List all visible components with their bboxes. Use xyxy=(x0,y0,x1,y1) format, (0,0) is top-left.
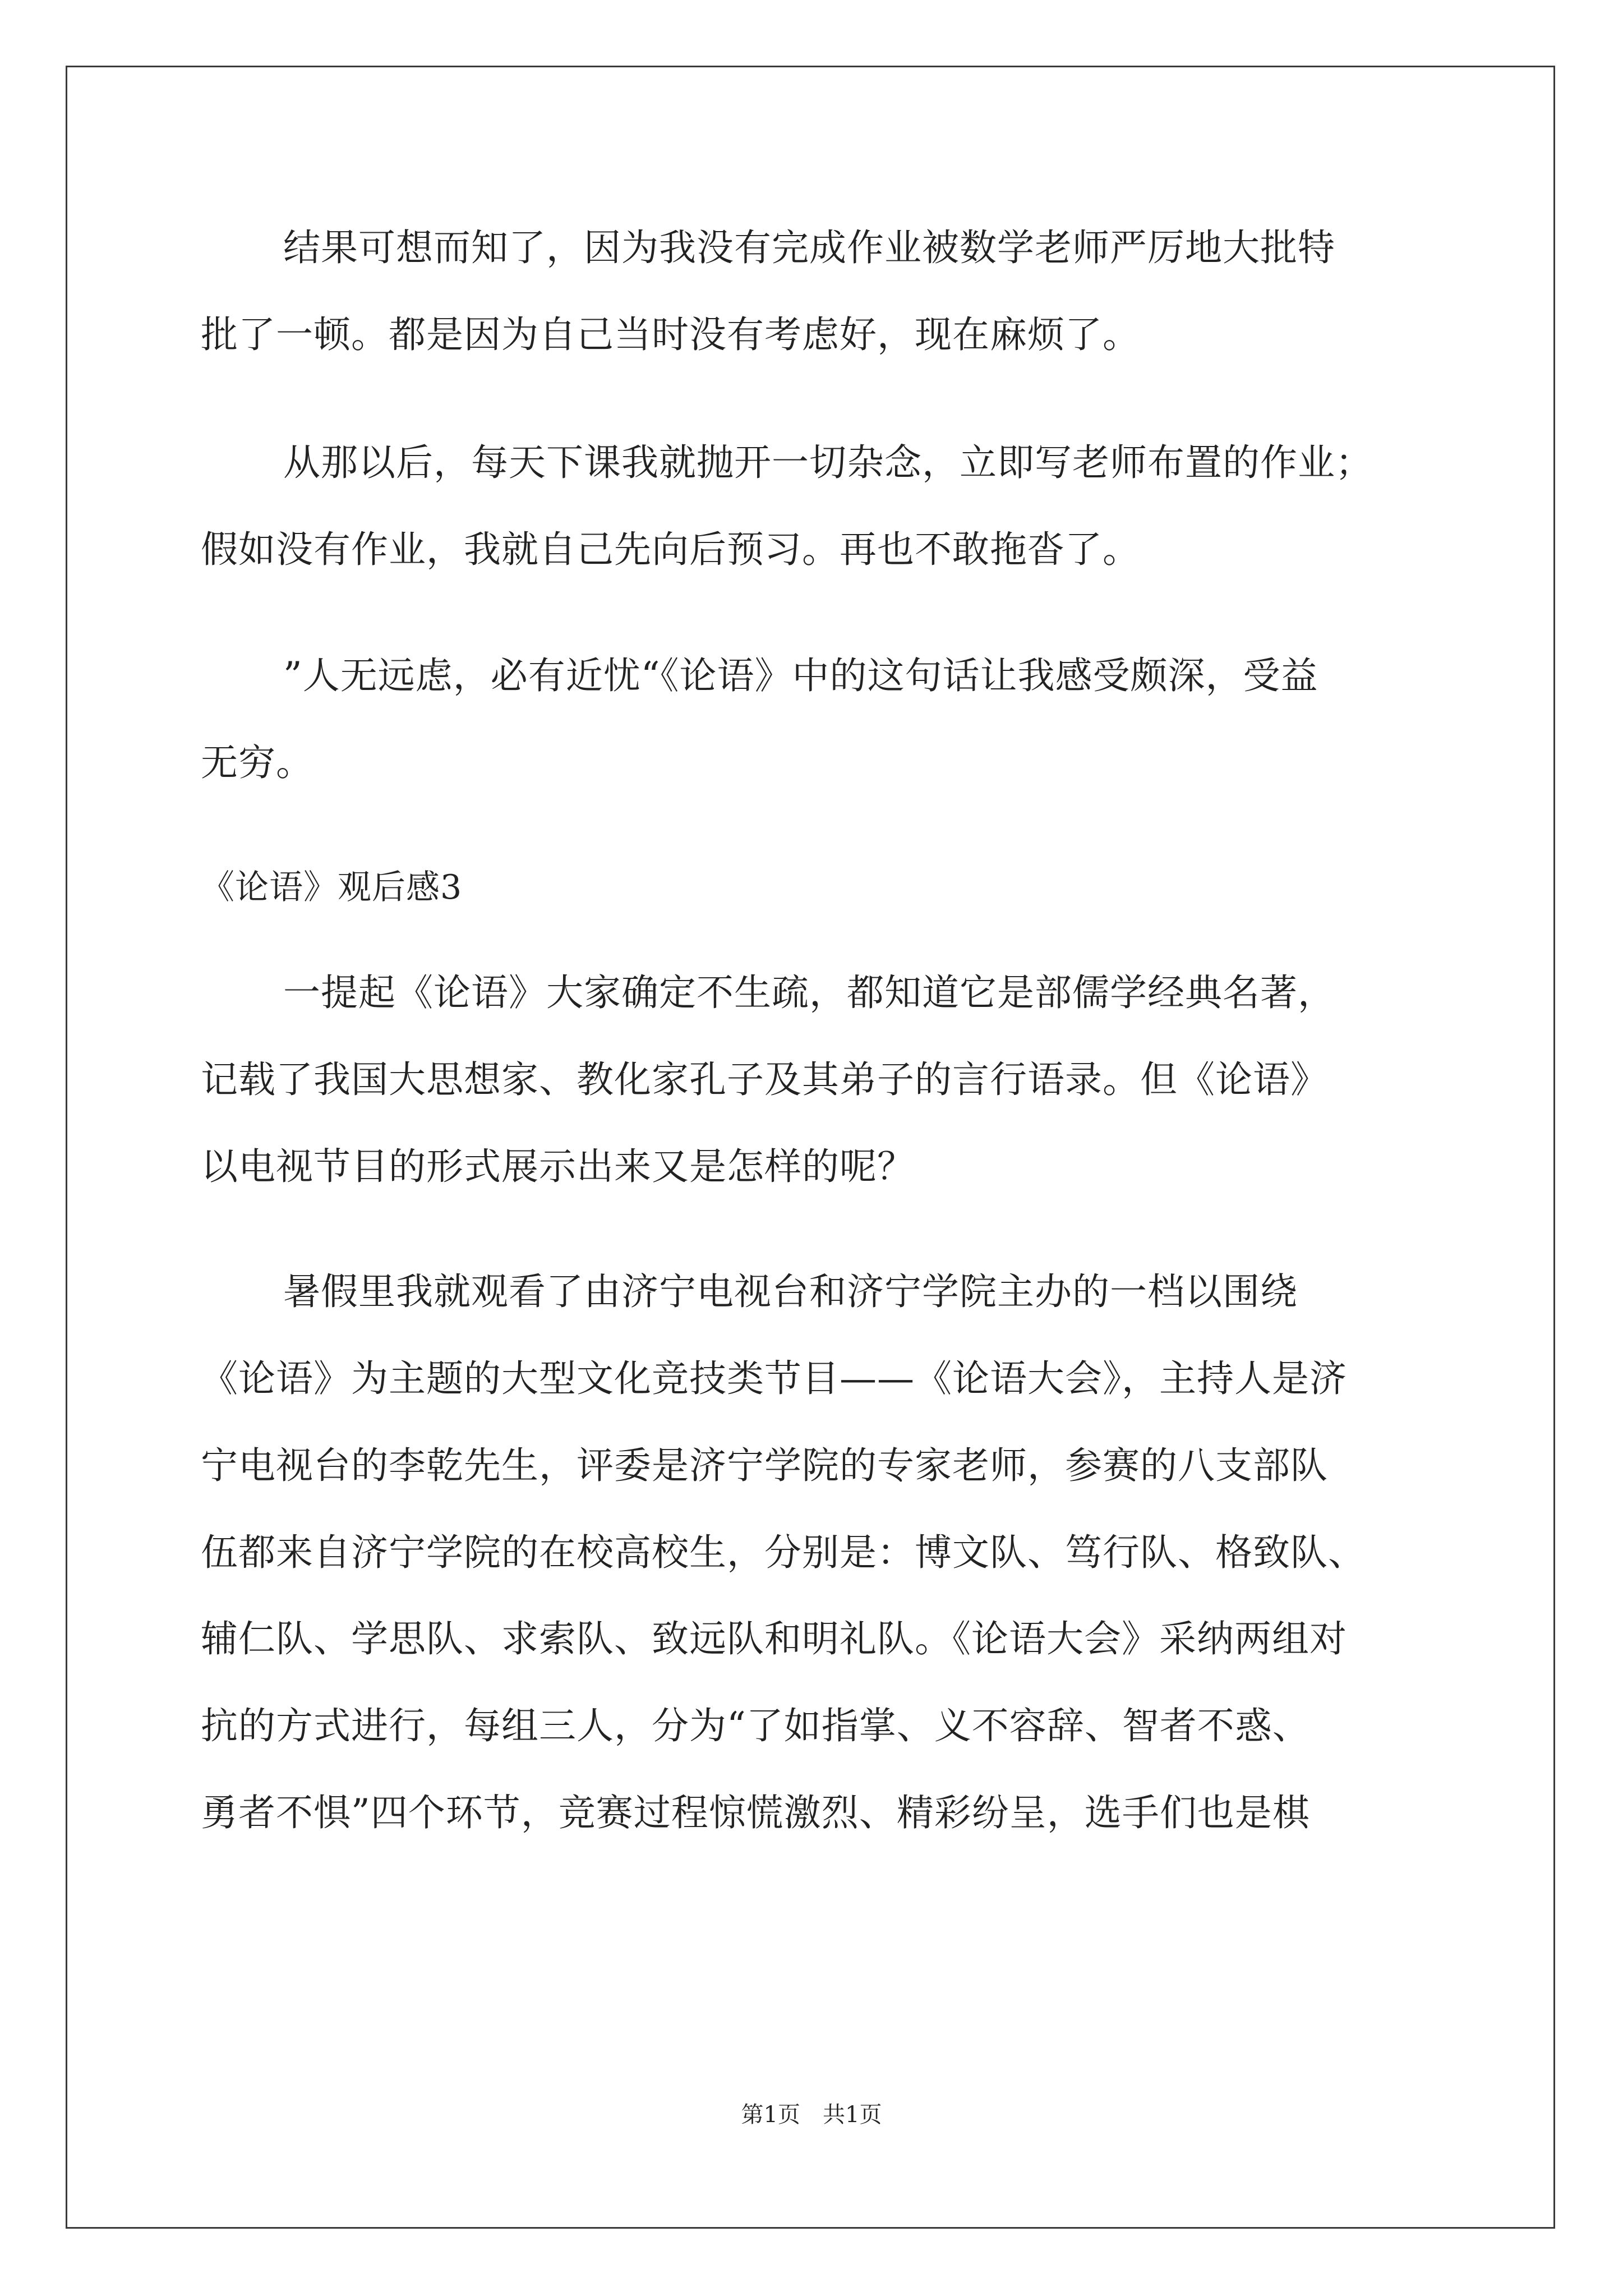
text-line-6: 无穷。 xyxy=(201,741,313,784)
text-line-12: 宁电视台的李乾先生，评委是济宁学院的专家老师，参赛的八支部队 xyxy=(201,1444,1328,1487)
text-line-9: 以电视节目的形式展示出来又是怎样的呢？ xyxy=(201,1145,915,1188)
text-line-7: 一提起《论语》大家确定不生疏，都知道它是部儒学经典名著， xyxy=(283,971,1335,1014)
section-heading: 《论语》观后感3 xyxy=(201,868,463,907)
text-line-11: 《论语》为主题的大型文化竞技类节目——《论语大会》，主持人是济 xyxy=(201,1357,1347,1400)
text-line-13: 伍都来自济宁学院的在校高校生，分别是：博文队、笃行队、格致队、 xyxy=(201,1531,1366,1574)
text-line-2: 批了一顿。都是因为自己当时没有考虑好，现在麻烦了。 xyxy=(201,313,1140,356)
text-line-15: 抗的方式进行，每组三人，分为“了如指掌、义不容辞、智者不惑、 xyxy=(201,1704,1310,1747)
text-line-4: 假如没有作业，我就自己先向后预习。再也不敢拖沓了。 xyxy=(201,528,1140,571)
page-footer xyxy=(0,2101,1623,2129)
text-line-5: ”人无远虑，必有近忧“《论语》中的这句话让我感受颇深，受益 xyxy=(283,654,1318,697)
text-line-8: 记载了我国大思想家、教化家孔子及其弟子的言行语录。但《论语》 xyxy=(201,1058,1328,1101)
text-line-3: 从那以后，每天下课我就抛开一切杂念，立即写老师布置的作业； xyxy=(283,441,1373,484)
text-line-1: 结果可想而知了，因为我没有完成作业被数学老师严厉地大批特 xyxy=(283,226,1335,269)
page-number: 第1页 xyxy=(741,2102,800,2128)
text-line-10: 暑假里我就观看了由济宁电视台和济宁学院主办的一档以围绕 xyxy=(283,1270,1298,1313)
text-line-16: 勇者不惧”四个环节，竞赛过程惊慌激烈、精彩纷呈，选手们也是棋 xyxy=(201,1791,1310,1834)
page-total: 共1页 xyxy=(823,2102,882,2128)
text-line-14: 辅仁队、学思队、求索队、致远队和明礼队。《论语大会》采纳两组对 xyxy=(201,1617,1347,1660)
